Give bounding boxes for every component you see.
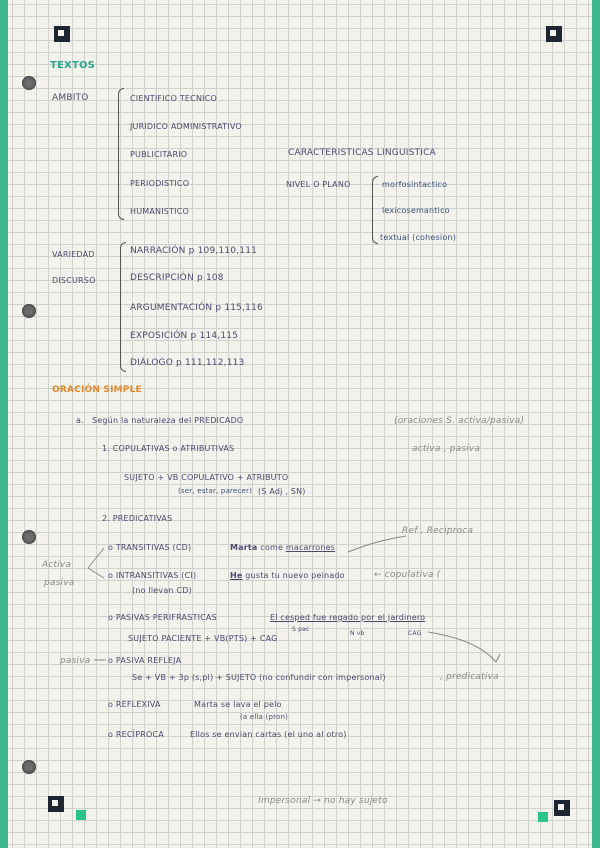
ambito-item: HUMANISTICO: [130, 207, 189, 216]
discurso-item: DESCRIPCIÓN p 108: [130, 273, 224, 283]
nivel-plano-label: NIVEL O PLANO: [286, 180, 351, 189]
copulativas-verbs: (ser, estar, parecer): [178, 487, 253, 495]
discurso-item: ARGUMENTACIÓN p 115,116: [130, 303, 263, 313]
ambito-label: AMBITO: [52, 93, 89, 103]
ambito-item: PERIODISTICO: [130, 179, 190, 188]
heading-oracion-simple: ORACIÓN SIMPLE: [52, 385, 142, 395]
example-cag: CAG: [408, 630, 422, 637]
pasivas-perifrasticas-item: o PASIVAS PERIFRASTICAS: [108, 613, 217, 622]
copulativas-atributo-types: (S Adj , SN): [258, 487, 306, 496]
discurso-item: EXPOSICIÓN p 114,115: [130, 331, 239, 341]
note-copulativa: ← copulativa (: [374, 570, 441, 580]
note-oraciones-activa-pasiva: (oraciones S. activa/pasiva): [394, 416, 525, 426]
ambito-item: JURIDICO ADMINISTRATIVO: [130, 122, 242, 131]
heading-textos: TEXTOS: [50, 60, 96, 71]
example-pronoun: He: [230, 571, 243, 580]
reflexiva-note: (a ella (pron): [240, 713, 289, 721]
nivel-item: morfosintactico: [382, 180, 448, 189]
reflexiva-item: o REFLEXIVA: [108, 700, 161, 709]
ambito-item: CIENTIFICO TECNICO: [130, 94, 217, 103]
pasivas-formula: SUJETO PACIENTE + VB(PTS) + CAG: [128, 634, 278, 643]
segun-predicado: Según la naturaleza del PREDICADO: [92, 416, 244, 425]
pasiva-side-label: pasiva: [60, 656, 91, 666]
pasiva-refleja-item: o PASIVA REFLEJA: [108, 656, 182, 665]
note-impersonal: Impersonal → no hay sujeto: [258, 796, 388, 806]
copulativas-formula: SUJETO + VB COPULATIVO + ATRIBUTO: [124, 473, 289, 482]
reciproca-item: o RECÍPROCA: [108, 730, 164, 739]
note-activa-pasiva: activa , pasiva: [412, 444, 481, 454]
example-subject: Marta: [230, 543, 258, 552]
nivel-item: lexicosemantico: [382, 206, 450, 215]
activa-label: Activa: [42, 560, 72, 570]
pasiva-label: pasiva: [44, 578, 75, 588]
reflexiva-example: Marta se lava el pelo: [194, 700, 282, 709]
ambito-item: PUBLICITARIO: [130, 150, 188, 159]
example-rest: gusta tu nuevo peinado: [245, 571, 345, 580]
example-nucleo-verbal: N vb: [350, 630, 365, 637]
caracteristicas-title: CARACTERISTICAS LINGUISTICA: [288, 148, 436, 158]
discurso-item: DIÁLOGO p 111,112,113: [130, 358, 245, 368]
example-verb: come: [260, 543, 284, 552]
note-ref-reciproca: Ref , Reciproca: [402, 526, 474, 536]
list-marker-a: a.: [76, 416, 84, 425]
reciproca-example: Ellos se envian cartas (el uno al otro): [190, 730, 347, 739]
intransitivas-note: (no llevan CD): [132, 586, 192, 595]
pasivas-example: El cesped fue regado por el jardinero: [270, 613, 426, 622]
nivel-item: textual (cohesion): [380, 233, 457, 242]
pasiva-refleja-formula: Se + VB + 3p (s,pl) + SUJETO (no confundir con impersonal): [132, 673, 386, 682]
variedad-label: VARIEDAD: [52, 250, 95, 259]
example-object: macarrones: [285, 543, 336, 552]
note-predicativa: , predicativa: [440, 672, 499, 682]
notebook-page: [8, 0, 592, 848]
discurso-label: DISCURSO: [52, 276, 96, 285]
example-sujeto-paciente: S pac: [292, 626, 310, 633]
intransitivas-item: o INTRANSITIVAS (CI): [108, 571, 197, 580]
pencil-arrows: [8, 0, 592, 848]
discurso-item: NARRACIÓN p 109,110,111: [130, 246, 258, 256]
copulativas-heading: 1. COPULATIVAS o ATRIBUTIVAS: [102, 444, 235, 453]
transitivas-item: o TRANSITIVAS (CD): [108, 543, 192, 552]
predicativas-heading: 2. PREDICATIVAS: [102, 514, 173, 523]
